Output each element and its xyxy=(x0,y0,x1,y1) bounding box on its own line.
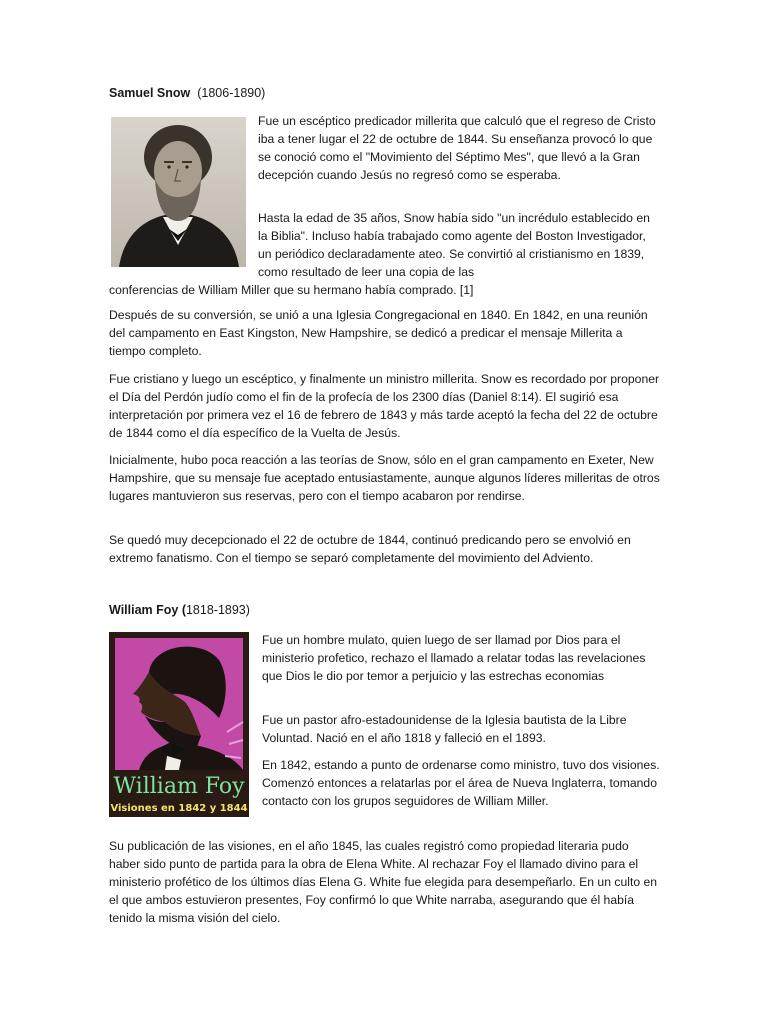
snow-paragraph-3: Después de su conversión, se unió a una Iglesia Congregacional en 1840. En 1842, en una reunión del campamento en East Kingston, New Hampshire, se dedicó a predicar el mensaje Millerita a tiempo completo. xyxy=(109,308,648,358)
foy-years: 1818-1893) xyxy=(185,603,250,617)
engraved-portrait-icon xyxy=(111,117,246,267)
snow-paragraph-5: Inicialmente, hubo poca reacción a las teorías de Snow, sólo en el gran campamento en Exeter, New Hampshire, que su mensaje fue aceptado entusiastamente, aunque algunos líderes milleritas de otros lugares mantuvieron sus reservas, pero con el tiempo acabaron por rendirse. xyxy=(109,453,660,503)
foy-heading xyxy=(109,603,250,617)
foy-paragraph-1: Fue un hombre mulato, quien luego de ser llamad por Dios para el ministerio profetico, rechazo el llamado a relatar todas las revelaciones que Dios le dio por temor a perjuicio y las estrechas economias xyxy=(262,633,646,683)
foy-cover-subtitle: Visiones en 1842 y 1844 xyxy=(110,803,248,814)
foy-paragraph-2: Fue un pastor afro-estadounidense de la Iglesia bautista de la Libre Voluntad. Nació en el año 1818 y falleció en el 1893. xyxy=(262,713,627,745)
snow-paragraph-2-continued: conferencias de William Miller que su hermano había comprado. [1] xyxy=(109,283,474,297)
foy-cover-image xyxy=(109,632,249,817)
snow-paragraph-4: Fue cristiano y luego un escéptico, y finalmente un ministro millerita. Snow es recordado por proponer el Día del Perdón judío como el fin de la profecía de los 2300 días (Daniel 8:14). El sugirió esa interpretación por primera vez el 16 de febrero de 1843 y más tarde aceptó la fecha del 22 de octubre de 1844 como el día específico de la Vuelta de Jesús. xyxy=(109,372,660,440)
snow-paragraph-6: Se quedó muy decepcionado el 22 de octubre de 1844, continuó predicando pero se envolvió en extremo fanatismo. Con el tiempo se separó completamente del movimiento del Adviento. xyxy=(109,533,631,565)
snow-name: Samuel Snow xyxy=(109,86,191,100)
snow-years: (1806-1890) xyxy=(197,86,266,100)
foy-paragraph-4: Su publicación de las visiones, en el año 1845, las cuales registró como propiedad literaria pudo haber sido punto de partida para la obra de Elena White. Al rechazar Foy el llamado divino para el ministerio profético de los últimos días Elena G. White fue elegida para desempeñarlo. En un culto en el que ambos estuvieron presentes, Foy confirmó lo que White narraba, asegurando que él había tenido la misma visión del cielo. xyxy=(109,839,658,925)
snow-paragraph-1: Fue un escéptico predicador millerita que calculó que el regreso de Cristo iba a tener lugar el 22 de octubre de 1844. Su enseñanza provocó lo que se conoció como el "Movimiento del Séptimo Mes", que llevó a la Gran decepción cuando Jesús no regresó como se esperaba. xyxy=(258,114,656,182)
snow-paragraph-2: Hasta la edad de 35 años, Snow había sido "un incrédulo establecido en la Biblia". Incluso había trabajado como agente del Boston Investigador, un periódico declaradamente ateo. Se convirtió al cristianismo en 1839, como resultado de leer una copia de las xyxy=(258,211,650,279)
foy-cover-title: William Foy xyxy=(113,774,245,799)
foy-name: William Foy ( xyxy=(109,603,186,617)
foy-paragraph-3: En 1842, estando a punto de ordenarse como ministro, tuvo dos visiones. Comenzó entonces a relatarlas por el área de Nueva Inglaterra, tomando contacto con los grupos seguidores de William Miller. xyxy=(262,758,660,808)
snow-portrait-image xyxy=(111,117,246,267)
snow-heading xyxy=(109,86,265,100)
